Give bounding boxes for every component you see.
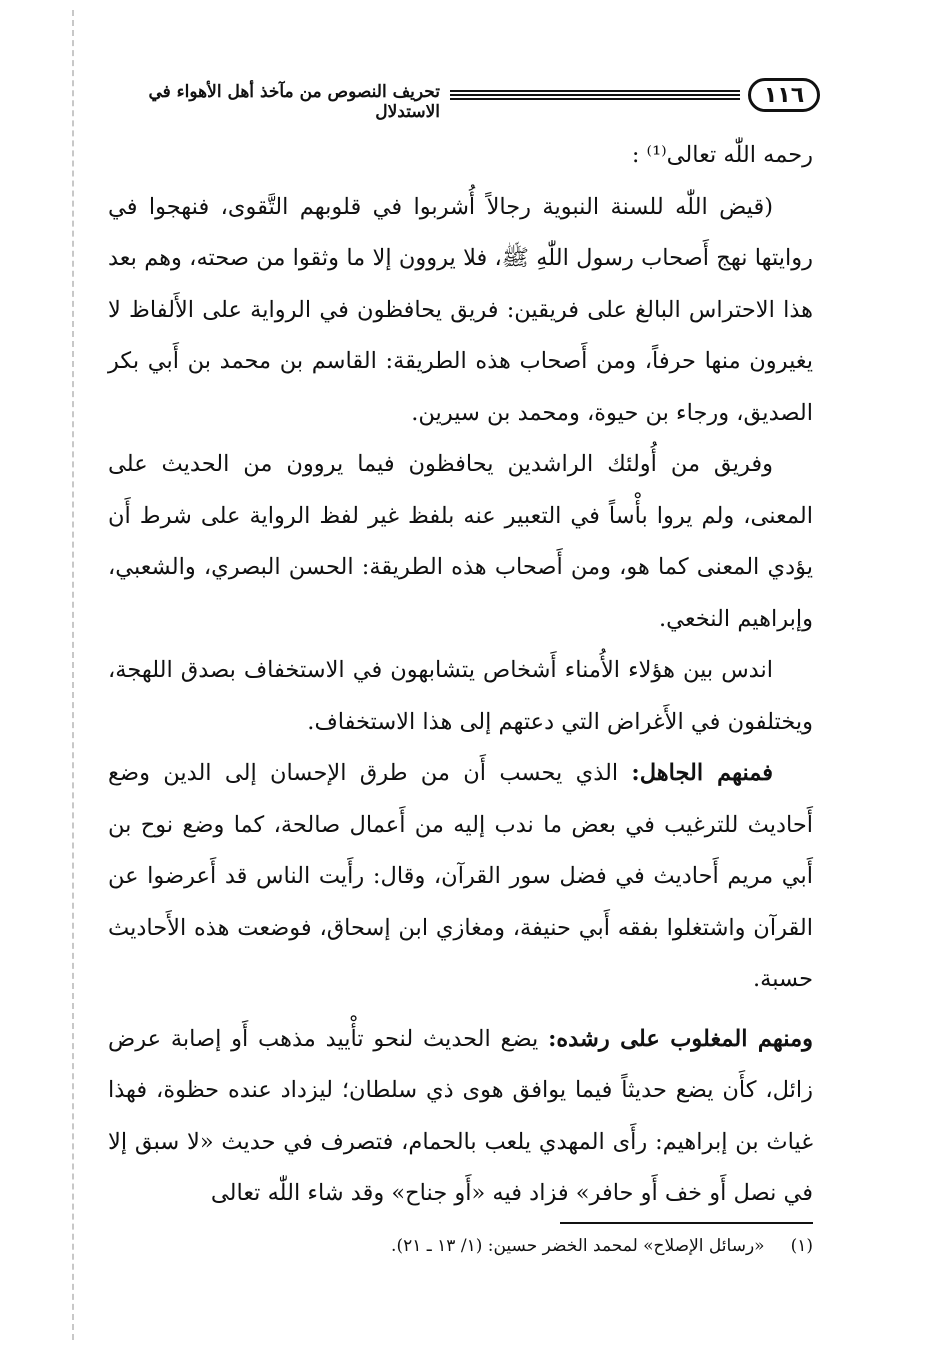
- header-rule: [450, 90, 740, 100]
- footnote: [108, 1232, 813, 1260]
- page-header: [100, 78, 820, 122]
- page-number: ١١٦: [763, 82, 805, 108]
- body-text: [108, 130, 813, 1220]
- paragraph-5-text: يضع الحديث لنحو تأْييد مذهب أَو إصابة عرض زائل، كأَن يضع حديثاً فيما يوافق هوى ذي سلطان؛ ليزداد عنده حظوة، فهذا غياث بن إبراهيم: رأَى المهدي يلعب بالحمام، فتصرف في حديث «لا سبق إلا في نصل أَو خف أَو حافر» فزاد فيه «أَو جناح» وقد شاء اللّٰه تعالى: [108, 1025, 813, 1206]
- paragraph-4-lead: فمنهم الجاهل:: [631, 760, 773, 786]
- paragraph-1: (قيض اللّٰه للسنة النبوية رجالاً أُشربوا في قلوبهم التَّقوى، فنهجوا في روايتها نهج أَصحاب رسول اللّٰهِ ﷺ، فلا يروون إلا ما وثقوا من صحته، وهم بعد هذا الاحتراس البالغ على فريقين: فريق يحافظون في الرواية على الأَلفاظ لا يغيرون منها حرفاً، ومن أَصحاب هذه الطريقة: القاسم بن محمد بن أَبي بكر الصديق، ورجاء بن حيوة، ومحمد بن سيرين.: [108, 193, 813, 426]
- paragraph-2: وفريق من أُولئك الراشدين يحافظون فيما يروون من الحديث على المعنى، ولم يروا بأْساً في التعبير عنه بلفظ غير لفظ الرواية على شرط أَن يؤدي المعنى كما هو، ومن أَصحاب هذه الطريقة: الحسن البصري، والشعبي، وإبراهيم النخعي.: [108, 451, 813, 632]
- page-edge-dashed-line: [72, 10, 74, 1340]
- page-number-badge: [748, 78, 820, 112]
- footnote-number: (١): [790, 1236, 813, 1256]
- paragraph-5: [108, 1014, 813, 1220]
- running-title: تحريف النصوص من مآخذ أهل الأهواء في الاستدلال: [148, 82, 440, 122]
- paragraph-4-text: الذي يحسب أَن من طرق الإحسان إلى الدين وضع أَحاديث للترغيب في بعض ما ندب إليه من أَعمال صالحة، كما وضع نوح بن أَبي مريم أَحاديث في فضل سور القرآن، وقال: رأَيت الناس قد أَعرضوا عن القرآن واشتغلوا بفقه أَبي حنيفة، ومغازي ابن إسحاق، فوضعت هذه الأَحاديث حسبة.: [108, 760, 813, 992]
- paragraph-5-lead: ومنهم المغلوب على رشده:: [548, 1025, 813, 1052]
- footnote-text: «رسائل الإصلاح» لمحمد الخضر حسين: (١/ ١٣ ـ ٢١).: [391, 1236, 765, 1256]
- paragraph-3: اندس بين هؤلاء الأُمناء أَشخاص يتشابهون في الاستخفاف بصدق اللهجة، ويختلفون في الأَغراض التي دعتهم إلى هذا الاستخفاف.: [108, 657, 813, 735]
- footnote-rule: [560, 1222, 813, 1224]
- paragraph-4: [108, 748, 813, 1006]
- paragraph-intro: رحمه اللّٰه تعالى⁽¹⁾ :: [631, 142, 813, 168]
